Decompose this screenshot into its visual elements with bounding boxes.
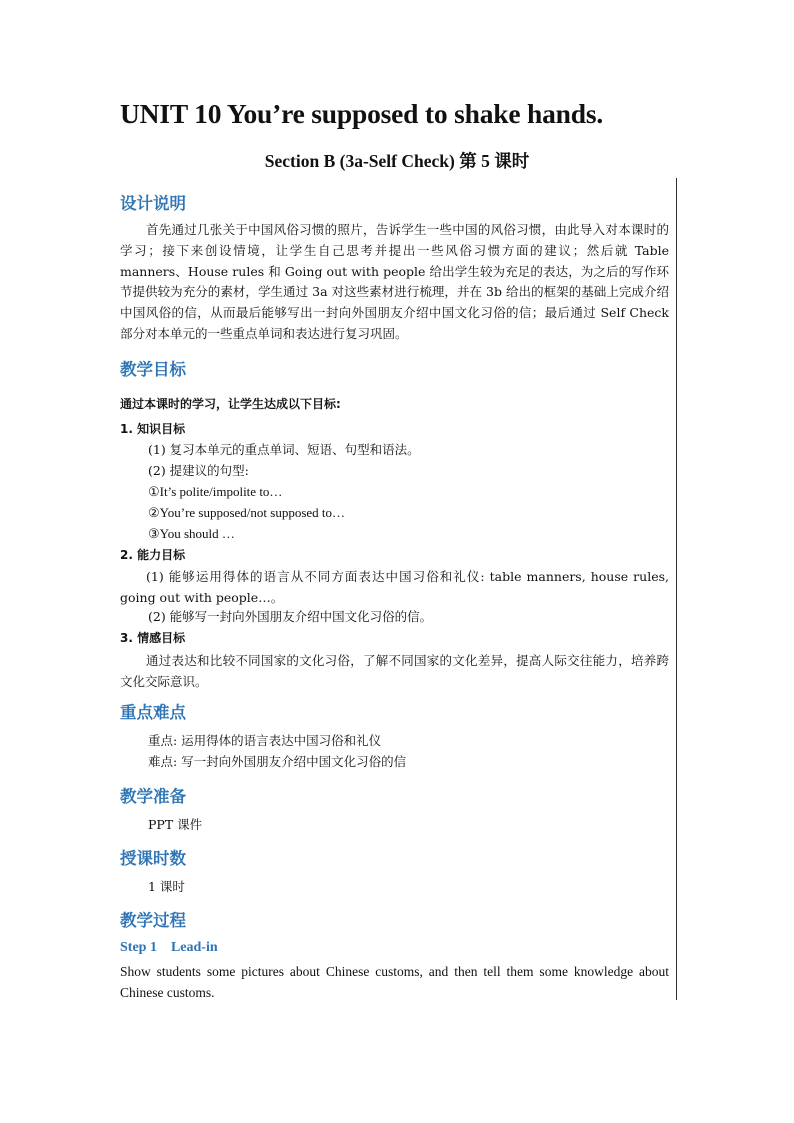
step-1-text: Show students some pictures about Chinese customs, and then tell them some knowledge about Chinese customs. [120, 964, 669, 1000]
emotion-title: 3. 情感目标 [120, 631, 186, 645]
knowledge-item-3: ①It’s polite/impolite to… [148, 484, 283, 499]
key-point: 重点: 运用得体的语言表达中国习俗和礼仪 [148, 733, 382, 748]
design-paragraph: 首先通过几张关于中国风俗习惯的照片，告诉学生一些中国的风俗习惯，由此导入对本课时的学习；接下来创设情境，让学生自己思考并提出一些风俗习惯方面的建议；然后就 Table manners、House rules 和 Going out with people 给出学生较为充足的表达，为之后的写作环节提供较为充分的素材，学生通过 3a 对这些素材进行梳理，并在 3b 给出的框架的基础上完成介绍中国风俗的信，从而最后能够写出一封向外国朋友介绍中国文化习俗的信；最后通过 Self Check 部分对本单元的一些重点单词和表达进行复习巩固。 [120, 222, 669, 341]
section-subtitle: Section B (3a-Self Check) 第 5 课时 [264, 151, 530, 171]
hours-text: 1 课时 [148, 879, 185, 894]
difficult-point: 难点: 写一封向外国朋友介绍中国文化习俗的信 [148, 754, 407, 769]
page-title: UNIT 10 You’re supposed to shake hands. [120, 98, 604, 129]
knowledge-item-1: (1) 复习本单元的重点单词、短语、句型和语法。 [148, 442, 420, 457]
heading-process: 教学过程 [120, 911, 186, 930]
heading-design: 设计说明 [120, 194, 186, 213]
objectives-intro: 通过本课时的学习，让学生达成以下目标: [120, 397, 341, 411]
step-number: Step 1 [120, 940, 157, 955]
preparation-text: PPT 课件 [148, 817, 203, 832]
step-name: Lead-in [170, 940, 218, 955]
step-1-title [120, 940, 218, 956]
knowledge-item-5: ③You should … [148, 526, 235, 541]
emotion-item: 通过表达和比较不同国家的文化习俗，了解不同国家的文化差异，提高人际交往能力，培养跨文化交际意识。 [120, 653, 669, 689]
ability-item-1: (1) 能够运用得体的语言从不同方面表达中国习俗和礼仪: table manners, house rules, going out with people…。 [120, 569, 669, 605]
knowledge-item-4: ②You’re supposed/not supposed to… [148, 505, 346, 520]
heading-preparation: 教学准备 [120, 787, 186, 806]
heading-hours: 授课时数 [120, 849, 186, 868]
ability-title: 2. 能力目标 [120, 548, 186, 562]
margin-rule [676, 178, 677, 1000]
knowledge-item-2: (2) 提建议的句型: [148, 463, 249, 478]
knowledge-title: 1. 知识目标 [120, 422, 186, 436]
heading-objectives: 教学目标 [120, 360, 186, 379]
heading-keypoints: 重点难点 [120, 703, 186, 722]
ability-item-2: (2) 能够写一封向外国朋友介绍中国文化习俗的信。 [148, 609, 433, 624]
